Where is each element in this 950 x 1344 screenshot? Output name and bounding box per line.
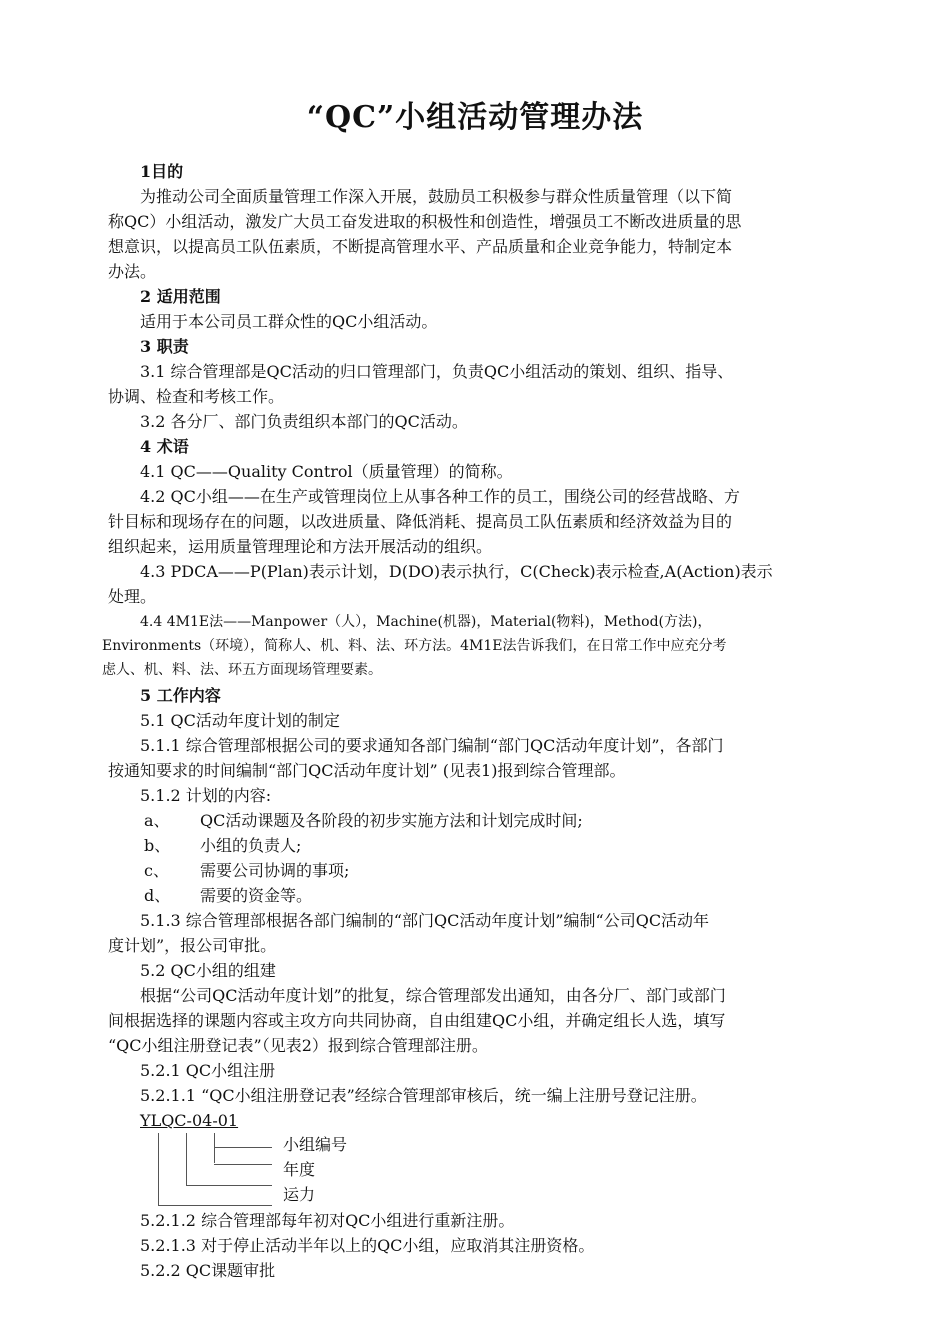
paragraph-line: 3.1 综合管理部是QC活动的归口管理部门，负责QC小组活动的策划、组织、指导、: [140, 362, 734, 381]
paragraph-line: 间根据选择的课题内容或主攻方向共同协商，自由组建QC小组，并确定组长人选，填写: [108, 1011, 726, 1030]
section-heading-terms: 4 术语: [140, 437, 189, 456]
code-diagram-line: [214, 1147, 272, 1148]
list-item: [144, 859, 349, 883]
paragraph-line: 5.2.1.2 综合管理部每年初对QC小组进行重新注册。: [140, 1211, 515, 1230]
paragraph-line: 虑人、机、料、法、环五方面现场管理要素。: [102, 662, 382, 678]
list-item: [144, 884, 312, 908]
code-diagram-line: [158, 1133, 159, 1205]
paragraph-line: 度计划”，报公司审批。: [108, 936, 277, 955]
list-item-label: b、: [144, 836, 171, 855]
list-item-label: a、: [144, 811, 170, 830]
paragraph-line: 为推动公司全面质量管理工作深入开展，鼓励员工积极参与群众性质量管理（以下简: [140, 187, 733, 206]
list-item-label: c、: [144, 861, 169, 880]
paragraph-line: 5.2.1.1 “QC小组注册登记表”经综合管理部审核后，统一编上注册号登记注册。: [140, 1086, 707, 1105]
list-item-text: QC活动课题及各阶段的初步实施方法和计划完成时间;: [200, 811, 583, 830]
code-diagram-line: [214, 1164, 272, 1165]
paragraph-line: 根据“公司QC活动年度计划”的批复，综合管理部发出通知，由各分厂、部门或部门: [140, 986, 726, 1005]
paragraph-line: Environments（环境），简称人、机、料、法、环方法。4M1E法告诉我们，在日常工作中应充分考: [102, 638, 727, 654]
list-item-label: d、: [144, 886, 171, 905]
paragraph-line: 称QC）小组活动，激发广大员工奋发进取的积极性和创造性，增强员工不断改进质量的思: [108, 212, 742, 231]
code-label-group-number: 小组编号: [283, 1135, 348, 1154]
code-diagram-line: [186, 1185, 272, 1186]
section-heading-work: 5 工作内容: [140, 686, 221, 705]
list-item: [144, 834, 301, 858]
paragraph-line: 办法。: [108, 262, 157, 281]
paragraph-line: 4.3 PDCA——P(Plan)表示计划，D(DO)表示执行，C(Check)表示检查,A(Action)表示: [140, 562, 773, 581]
list-item-text: 需要的资金等。: [200, 886, 313, 905]
code-label-unit: 运力: [283, 1185, 316, 1204]
code-diagram-line: [158, 1205, 272, 1206]
code-diagram-line: [186, 1133, 187, 1185]
code-label-year: 年度: [283, 1160, 316, 1179]
list-item-text: 小组的负责人;: [200, 836, 302, 855]
list-item-text: 需要公司协调的事项;: [200, 861, 350, 880]
paragraph-line: 组织起来，运用质量管理理论和方法开展活动的组织。: [108, 537, 493, 556]
paragraph-line: 5.2.2 QC课题审批: [140, 1261, 276, 1280]
paragraph-line: 4.2 QC小组——在生产或管理岗位上从事各种工作的员工，围绕公司的经营战略、方: [140, 487, 740, 506]
paragraph-line: 5.1.2 计划的内容:: [140, 786, 272, 805]
paragraph-line: 想意识，以提高员工队伍素质，不断提高管理水平、产品质量和企业竞争能力，特制定本: [108, 237, 733, 256]
registration-code: YLQC-04-01: [140, 1111, 239, 1130]
section-heading-purpose: 1目的: [140, 162, 184, 181]
paragraph-line: 4.1 QC——Quality Control（质量管理）的简称。: [140, 462, 513, 481]
section-heading-scope: 2 适用范围: [140, 287, 221, 306]
paragraph-line: 5.2.1.3 对于停止活动半年以上的QC小组，应取消其注册资格。: [140, 1236, 595, 1255]
paragraph-line: 适用于本公司员工群众性的QC小组活动。: [140, 312, 438, 331]
document-title: “QC”小组活动管理办法: [306, 100, 644, 135]
paragraph-line: 5.1.3 综合管理部根据各部门编制的“部门QC活动年度计划”编制“公司QC活动年: [140, 911, 710, 930]
paragraph-line: 5.1 QC活动年度计划的制定: [140, 711, 340, 730]
section-heading-duties: 3 职责: [140, 337, 189, 356]
paragraph-line: 5.1.1 综合管理部根据公司的要求通知各部门编制“部门QC活动年度计划”，各部门: [140, 736, 724, 755]
paragraph-line: 3.2 各分厂、部门负责组织本部门的QC活动。: [140, 412, 468, 431]
code-diagram-line: [214, 1133, 215, 1163]
paragraph-line: 处理。: [108, 587, 157, 606]
paragraph-line: 4.4 4M1E法——Manpower（人），Machine(机器)，Material(物料)，Method(方法)，: [140, 614, 712, 630]
list-item: [144, 809, 583, 833]
paragraph-line: 5.2.1 QC小组注册: [140, 1061, 276, 1080]
paragraph-line: 按通知要求的时间编制“部门QC活动年度计划” (见表1)报到综合管理部。: [108, 761, 626, 780]
paragraph-line: 5.2 QC小组的组建: [140, 961, 276, 980]
paragraph-line: 针目标和现场存在的问题，以改进质量、降低消耗、提高员工队伍素质和经济效益为目的: [108, 512, 733, 531]
paragraph-line: “QC小组注册登记表”（见表2）报到综合管理部注册。: [108, 1036, 488, 1055]
paragraph-line: 协调、检查和考核工作。: [108, 387, 285, 406]
